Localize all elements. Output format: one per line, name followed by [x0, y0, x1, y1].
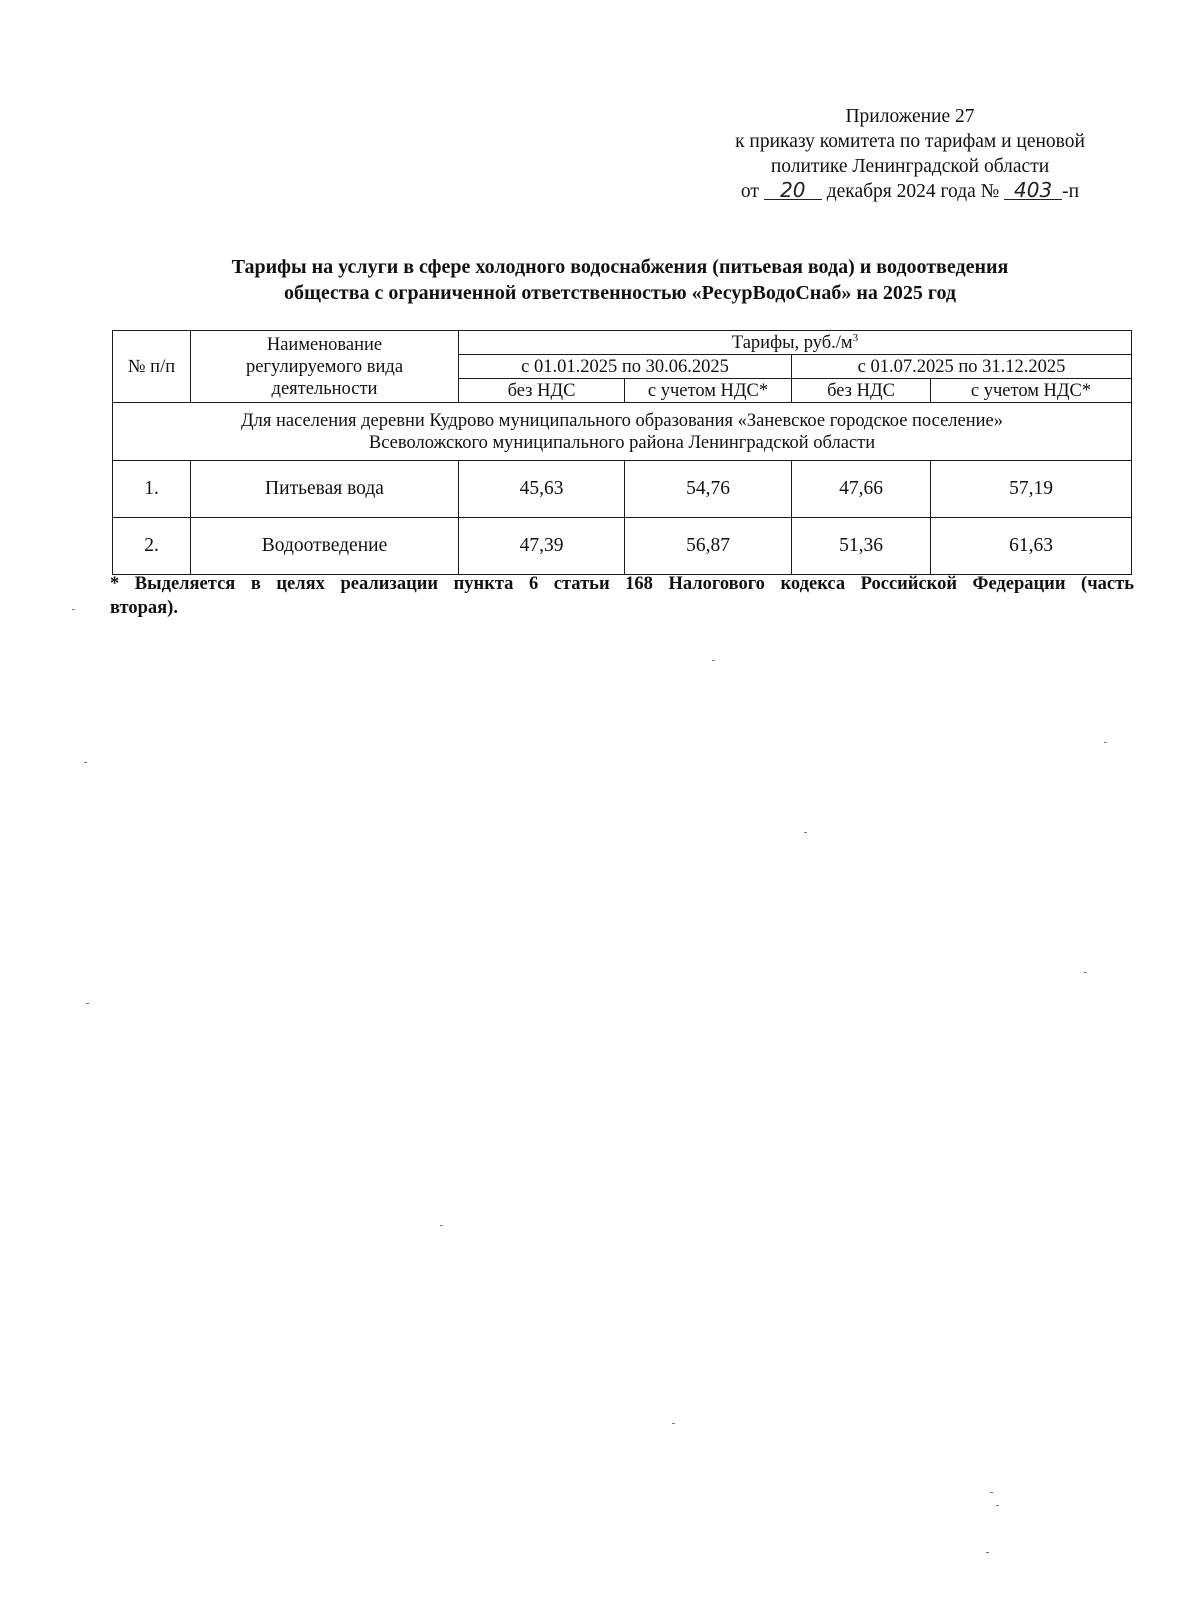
- row-activity: Питьевая вода: [191, 461, 459, 518]
- date-middle: декабря 2024 года №: [826, 181, 1000, 202]
- header-period-1: с 01.01.2025 по 30.06.2025: [459, 355, 792, 379]
- footnote-line-2: вторая).: [110, 598, 178, 618]
- header-activity: Наименование регулируемого вида деятельности: [191, 331, 459, 403]
- scan-speck: [86, 1003, 89, 1004]
- row-activity: Водоотведение: [191, 518, 459, 575]
- row-p2-no-vat: 47,66: [792, 461, 931, 518]
- header-p1-no-vat: без НДС: [459, 379, 625, 403]
- order-suffix: -п: [1062, 181, 1080, 202]
- table-row: [113, 461, 1132, 518]
- scan-speck: [996, 1505, 999, 1506]
- scan-speck: [440, 1225, 443, 1226]
- table-row: [113, 518, 1132, 575]
- header-row: [113, 331, 1132, 355]
- footnote-line-1: * Выделяется в целях реализации пункта 6 статьи 168 Налогового кодекса Российской Федерации (часть: [110, 574, 1134, 594]
- header-p2-no-vat: без НДС: [792, 379, 931, 403]
- header-num: № п/п: [113, 331, 191, 403]
- title-line-2: общества с ограниченной ответственностью «РесурВодоСнаб» на 2025 год: [284, 282, 956, 304]
- scan-speck: [672, 1423, 675, 1424]
- scan-speck: [804, 832, 807, 833]
- row-p1-no-vat: 45,63: [459, 461, 625, 518]
- date-prefix: от: [740, 181, 759, 202]
- row-num: 1.: [113, 461, 191, 518]
- scan-speck: [712, 660, 715, 661]
- scan-speck: [990, 1492, 993, 1493]
- footnote: [110, 572, 1134, 620]
- scan-speck: [84, 762, 87, 763]
- handwritten-day: 20: [764, 181, 822, 200]
- row-p2-no-vat: 51,36: [792, 518, 931, 575]
- header-tariffs: Тарифы, $руб./м^3$: [459, 331, 1132, 355]
- appendix-authority: политике Ленинградской области: [770, 156, 1050, 177]
- row-p2-with-vat: 61,63: [931, 518, 1132, 575]
- group-label: Для населения деревни Кудрово муниципального образования «Заневское городское поселение» Всеволожского муниципального района Ленинградской области: [113, 403, 1132, 461]
- group-row: [113, 403, 1132, 461]
- row-p2-with-vat: 57,19: [931, 461, 1132, 518]
- document-title: [110, 254, 1130, 306]
- unit-superscript: 3: [852, 331, 859, 344]
- header-p2-with-vat: с учетом НДС*: [931, 379, 1132, 403]
- row-p1-no-vat: 47,39: [459, 518, 625, 575]
- row-num: 2.: [113, 518, 191, 575]
- title-line-1: Тарифы на услуги в сфере холодного водоснабжения (питьевая вода) и водоотведения: [231, 256, 1009, 278]
- scan-speck: [986, 1552, 989, 1553]
- header-period-2: с 01.07.2025 по 31.12.2025: [792, 355, 1132, 379]
- handwritten-order-number: 403: [1004, 181, 1062, 200]
- header-p1-with-vat: с учетом НДС*: [625, 379, 792, 403]
- appendix-date-line: [680, 179, 1140, 204]
- tariffs-table: [112, 330, 1132, 575]
- appendix-header: [680, 104, 1140, 204]
- scan-speck: [72, 609, 75, 610]
- appendix-number: Приложение 27: [845, 106, 975, 127]
- row-p1-with-vat: 54,76: [625, 461, 792, 518]
- row-p1-with-vat: 56,87: [625, 518, 792, 575]
- appendix-order-ref: к приказу комитета по тарифам и ценовой: [735, 131, 1085, 152]
- scan-speck: [1084, 972, 1087, 973]
- scan-speck: [1104, 742, 1107, 743]
